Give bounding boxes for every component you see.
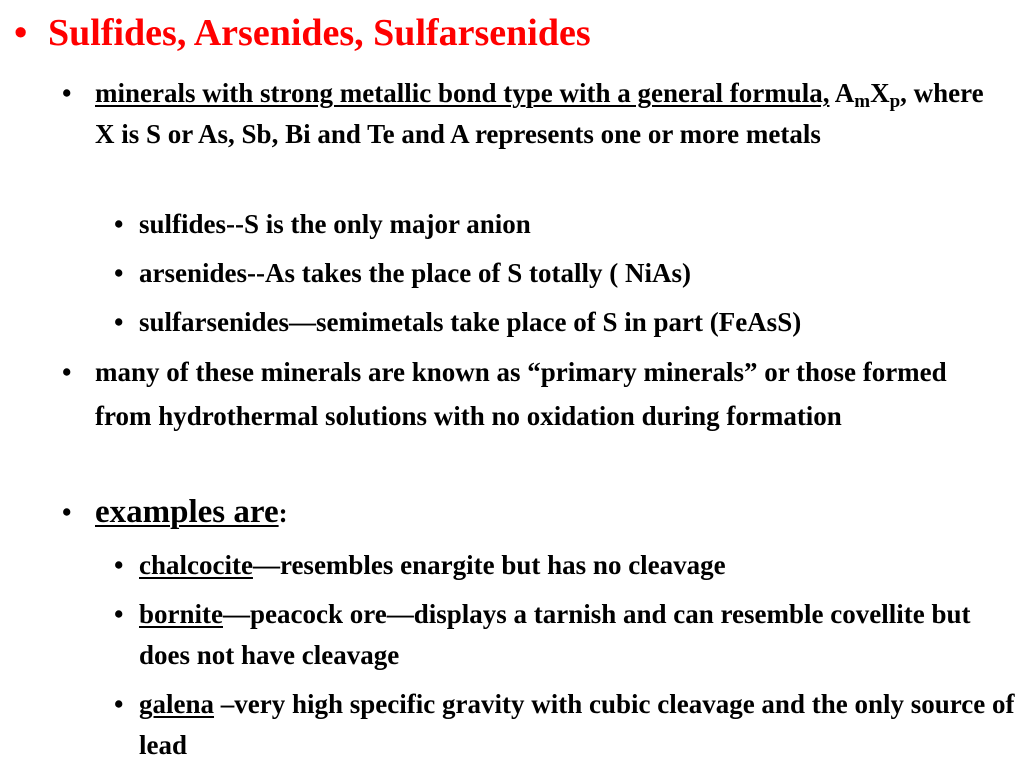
primary-minerals-text: many of these minerals are known as “primary minerals” or those formed from hydrothermal solutions with no oxidation during formation (95, 357, 947, 431)
example-bornite (114, 594, 1019, 676)
sub-bullet-sulfarsenides (114, 302, 1019, 343)
sub-bullet-text: arsenides--As takes the place of S totally ( NiAs) (139, 258, 691, 288)
sub-bullet-text: sulfarsenides—semimetals take place of S in part (FeAsS) (139, 307, 802, 337)
examples-colon: : (278, 498, 288, 528)
example-galena (114, 684, 1019, 766)
bullet-icon: • (62, 357, 72, 387)
bullet-icon: • (114, 258, 124, 288)
mineral-description: —peacock ore—displays a tarnish and can resemble covellite but does not have cleavage (139, 599, 971, 670)
mineral-name: chalcocite (139, 550, 253, 580)
title-text: Sulfides, Arsenides, Sulfarsenides (48, 12, 591, 54)
examples-bullet (62, 492, 995, 534)
mineral-name: galena (139, 689, 215, 719)
primary-minerals-bullet (62, 350, 1000, 438)
definition-underlined-text: minerals with strong metallic bond type with a general formula, (95, 78, 830, 108)
sub-bullet-arsenides (114, 253, 1019, 294)
mineral-description: –very high specific gravity with cubic cleavage and the only source of lead (139, 689, 1015, 760)
mineral-description: —resembles enargite but has no cleavage (252, 550, 726, 580)
slide-title (14, 11, 591, 55)
definition-bullet (62, 73, 995, 155)
examples-label: examples are (95, 494, 279, 530)
definition-rest-text: , where X is S or As, Sb, Bi and Te and A represents one or more metals (95, 78, 984, 149)
sub-bullet-sulfides (114, 204, 1019, 245)
bullet-icon: • (114, 550, 124, 580)
bullet-icon: • (114, 307, 124, 337)
bullet-icon: • (14, 12, 28, 54)
bullet-icon: • (114, 209, 124, 239)
example-chalcocite (114, 545, 1019, 586)
bullet-icon: • (62, 497, 72, 527)
bullet-icon: • (114, 599, 124, 629)
bullet-icon: • (62, 78, 72, 108)
mineral-name: bornite (139, 599, 223, 629)
sub-bullet-text: sulfides--S is the only major anion (139, 209, 531, 239)
formula: $A_mX_p$ (834, 78, 901, 112)
bullet-icon: • (114, 689, 124, 719)
